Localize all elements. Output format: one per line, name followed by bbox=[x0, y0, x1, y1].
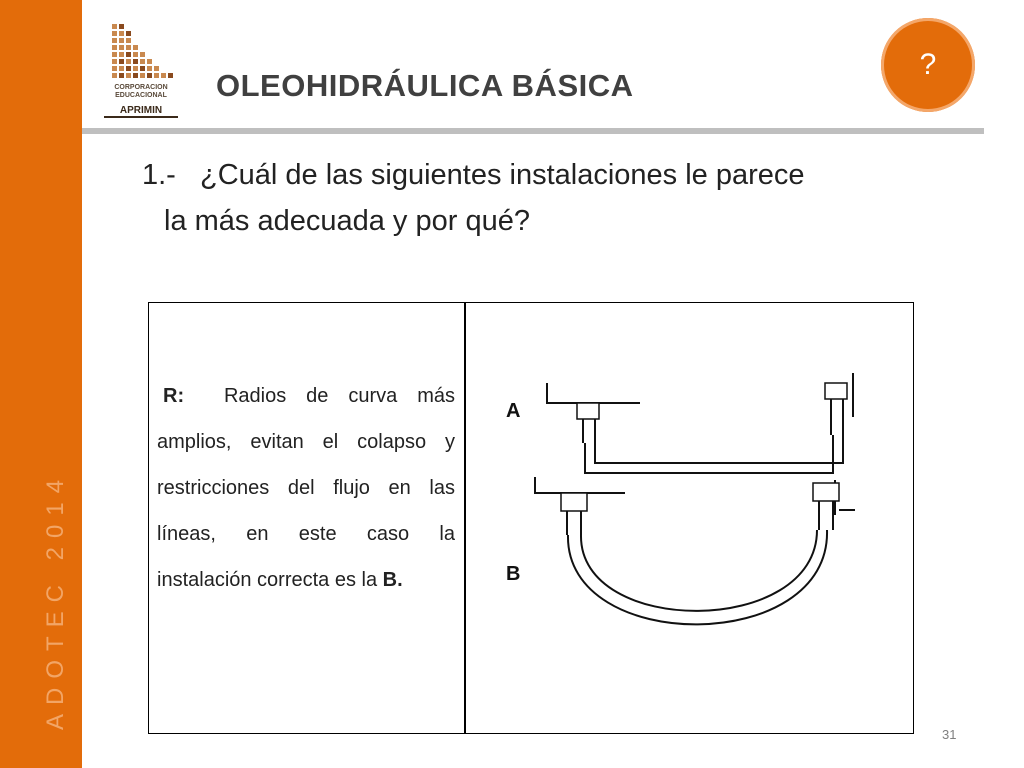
logo-brand: APRIMIN bbox=[104, 105, 178, 118]
hose-installation-diagram bbox=[515, 365, 870, 665]
answer-text bbox=[157, 373, 461, 603]
answer-prefix: R: bbox=[163, 385, 185, 407]
table-column-divider bbox=[464, 302, 466, 734]
question-mark-icon: ? bbox=[919, 48, 937, 81]
answer-conclusion: B. bbox=[382, 569, 403, 591]
hose-a bbox=[585, 435, 843, 473]
help-badge bbox=[881, 18, 975, 112]
diagram-label-a: A bbox=[506, 400, 521, 422]
mount-b-left bbox=[535, 477, 625, 493]
slide-title: OLEOHIDRÁULICA BÁSICA bbox=[216, 68, 634, 103]
answer-body: Radios de curva más amplios, evitan el colapso y restricciones del flujo en las líneas, en este caso la instalación correcta es la bbox=[157, 385, 461, 591]
sidebar-watermark: ADOTEC 2014 bbox=[42, 470, 69, 730]
question-line1: 1.- ¿Cuál de las siguientes instalaciones le parece bbox=[142, 159, 805, 191]
question-line2: la más adecuada y por qué? bbox=[164, 205, 530, 237]
logo-line2: EDUCACIONAL bbox=[115, 92, 167, 99]
sidebar-band bbox=[0, 0, 82, 768]
logo-subtitle bbox=[104, 84, 178, 100]
diagram-label-b: B bbox=[506, 563, 521, 585]
header-divider bbox=[82, 128, 984, 134]
page-number: 31 bbox=[942, 727, 957, 742]
logo-line1: CORPORACION bbox=[114, 84, 168, 91]
question-text bbox=[142, 152, 962, 244]
mount-a-left bbox=[547, 383, 640, 403]
hose-b-inner bbox=[581, 530, 817, 611]
